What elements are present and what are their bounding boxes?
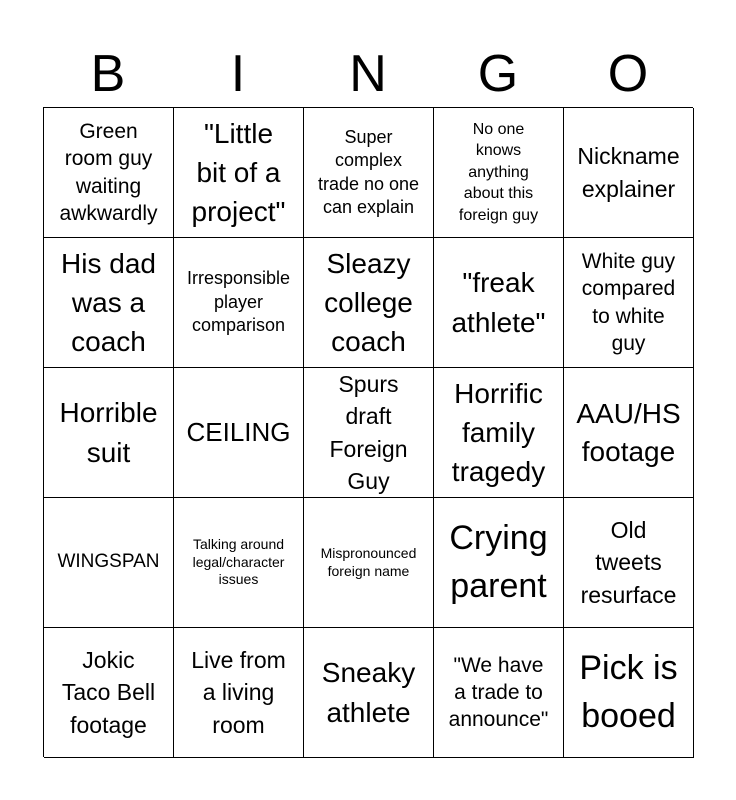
bingo-cell[interactable]: Talking around legal/character issues (174, 498, 304, 628)
bingo-cell[interactable]: "Little bit of a project" (174, 108, 304, 238)
bingo-header (43, 40, 693, 108)
bingo-cell[interactable]: Spurs draft Foreign Guy (304, 368, 434, 498)
bingo-cell[interactable]: CEILING (174, 368, 304, 498)
bingo-grid (43, 107, 693, 757)
bingo-cell[interactable]: Crying parent (434, 498, 564, 628)
bingo-cell[interactable]: White guy compared to white guy (564, 238, 694, 368)
bingo-cell[interactable]: His dad was a coach (44, 238, 174, 368)
header-letter-n: N (349, 45, 387, 103)
bingo-cell[interactable]: Horrific family tragedy (434, 368, 564, 498)
bingo-cell[interactable]: Irresponsible player comparison (174, 238, 304, 368)
bingo-cell[interactable]: Super complex trade no one can explain (304, 108, 434, 238)
bingo-cell[interactable]: No one knows anything about this foreign guy (434, 108, 564, 238)
bingo-cell[interactable]: Mispronounced foreign name (304, 498, 434, 628)
header-letter-g: G (477, 45, 519, 103)
bingo-cell[interactable]: "We have a trade to announce" (434, 628, 564, 758)
bingo-cell[interactable]: AAU/HS footage (564, 368, 694, 498)
bingo-cell[interactable]: Jokic Taco Bell footage (44, 628, 174, 758)
bingo-cell[interactable]: Horrible suit (44, 368, 174, 498)
header-letter-o: O (607, 45, 649, 103)
bingo-cell[interactable]: WINGSPAN (44, 498, 174, 628)
bingo-cell[interactable]: Green room guy waiting awkwardly (44, 108, 174, 238)
bingo-cell[interactable]: Sleazy college coach (304, 238, 434, 368)
bingo-cell[interactable]: Nickname explainer (564, 108, 694, 238)
header-letter-i: I (230, 45, 246, 103)
bingo-cell[interactable]: Live from a living room (174, 628, 304, 758)
bingo-cell[interactable]: Sneaky athlete (304, 628, 434, 758)
bingo-cell[interactable]: Old tweets resurface (564, 498, 694, 628)
header-letter-b: B (90, 45, 126, 103)
bingo-cell[interactable]: Pick is booed (564, 628, 694, 758)
bingo-cell[interactable]: "freak athlete" (434, 238, 564, 368)
